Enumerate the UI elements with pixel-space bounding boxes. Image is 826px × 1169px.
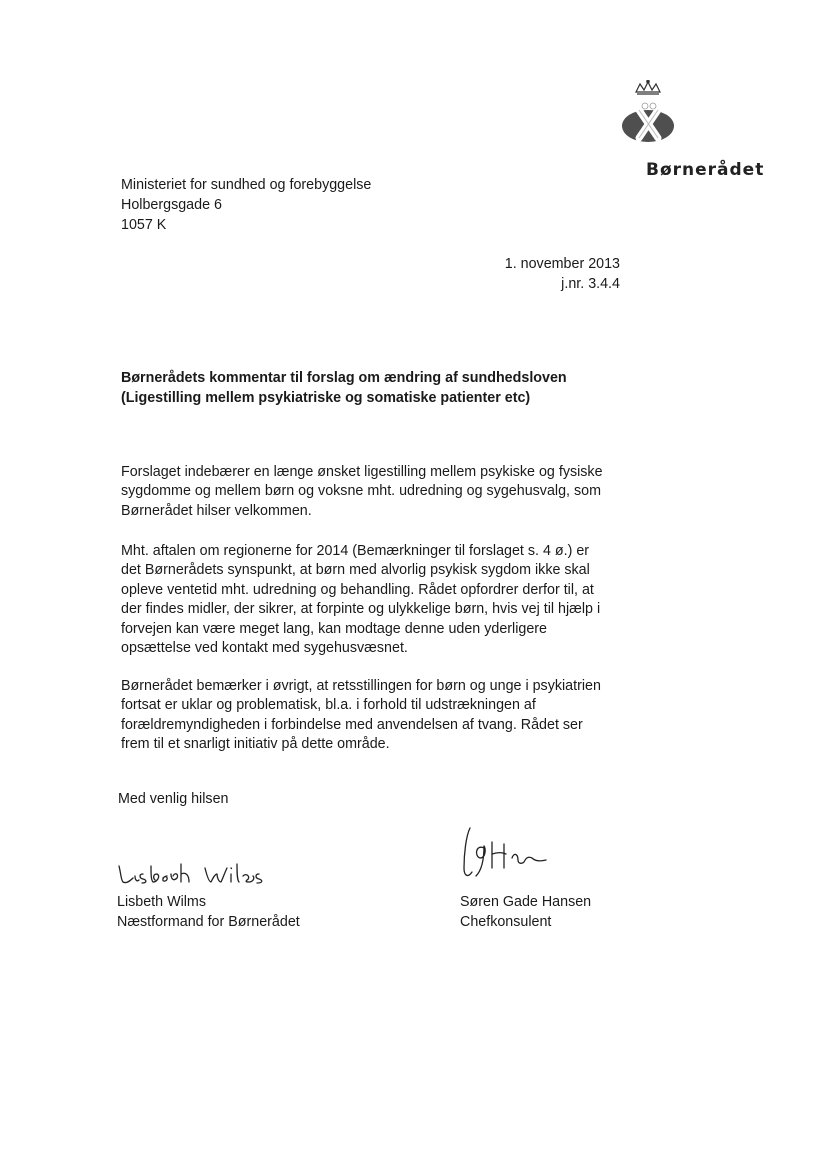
body-paragraph (121, 676, 621, 754)
signatory-left (117, 892, 300, 932)
signatory-name: Søren Gade Hansen (460, 894, 592, 910)
crown-emblem-icon (612, 80, 692, 160)
paragraph-line: forvejen kan være meget lang, kan modtage denne uden yderligere (121, 620, 548, 637)
signatory-name: Lisbeth Wilms (117, 894, 206, 910)
paragraph-line: Børnerådet bemærker i øvrigt, at retsstillingen for børn og unge i psykiatrien (121, 678, 601, 694)
closing-phrase: Med venlig hilsen (118, 791, 229, 807)
recipient-line: 1057 K (121, 217, 167, 233)
paragraph-line: frem til et snarligt initiativ på dette område. (121, 736, 390, 753)
logo-wordmark: Børnerådet (646, 160, 765, 180)
paragraph-line: sygdomme og mellem børn og voksne mht. udredning og sygehusvalg, som (121, 483, 601, 500)
paragraph-line: opleve ventetid mht. udredning og behandling. Rådet opfordrer derfor til, at (121, 581, 594, 598)
subject-line: (Ligestilling mellem psykiatriske og somatiske patienter etc) (121, 390, 531, 406)
paragraph-line: fortsat er uklar og problematisk, bl.a. i forhold til udstrækningen af (121, 697, 536, 714)
paragraph-line: Børnerådet hilser velkommen. (121, 502, 312, 519)
signatory-title: Chefkonsulent (460, 914, 552, 930)
paragraph-line: opsættelse ved kontakt med sygehusvæsnet. (121, 639, 408, 656)
signatory-right (460, 892, 591, 932)
recipient-address (121, 175, 371, 235)
letter-date: 1. november 2013 (504, 256, 620, 272)
body-paragraph (121, 462, 621, 520)
paragraph-line: det Børnerådets synspunkt, at børn med alvorlig psykisk sygdom ikke skal (121, 562, 590, 579)
letter-subject (121, 368, 567, 408)
paragraph-line: Mht. aftalen om regionerne for 2014 (Bemærkninger til forslaget s. 4 ø.) er (121, 543, 590, 559)
signatory-title: Næstformand for Børnerådet (117, 914, 300, 930)
signature-soren-gade-hansen (458, 824, 558, 884)
subject-line: Børnerådets kommentar til forslag om ændring af sundhedsloven (121, 370, 567, 386)
body-paragraph (121, 541, 621, 657)
recipient-line: Holbergsgade 6 (121, 197, 222, 213)
recipient-line: Ministeriet for sundhed og forebyggelse (121, 177, 372, 193)
organization-logo (612, 80, 772, 180)
signature-lisbeth-wilms (113, 852, 283, 892)
journal-number: j.nr. 3.4.4 (561, 276, 620, 292)
date-block (420, 254, 620, 294)
paragraph-line: forældremyndigheden i forbindelse med anvendelsen af tvang. Rådet ser (121, 716, 583, 733)
paragraph-line: Forslaget indebærer en længe ønsket ligestilling mellem psykiske og fysiske (121, 464, 603, 480)
paragraph-line: der findes midler, der sikrer, at forpinte og ulykkelige børn, hvis vej til hjælp i (121, 601, 601, 618)
